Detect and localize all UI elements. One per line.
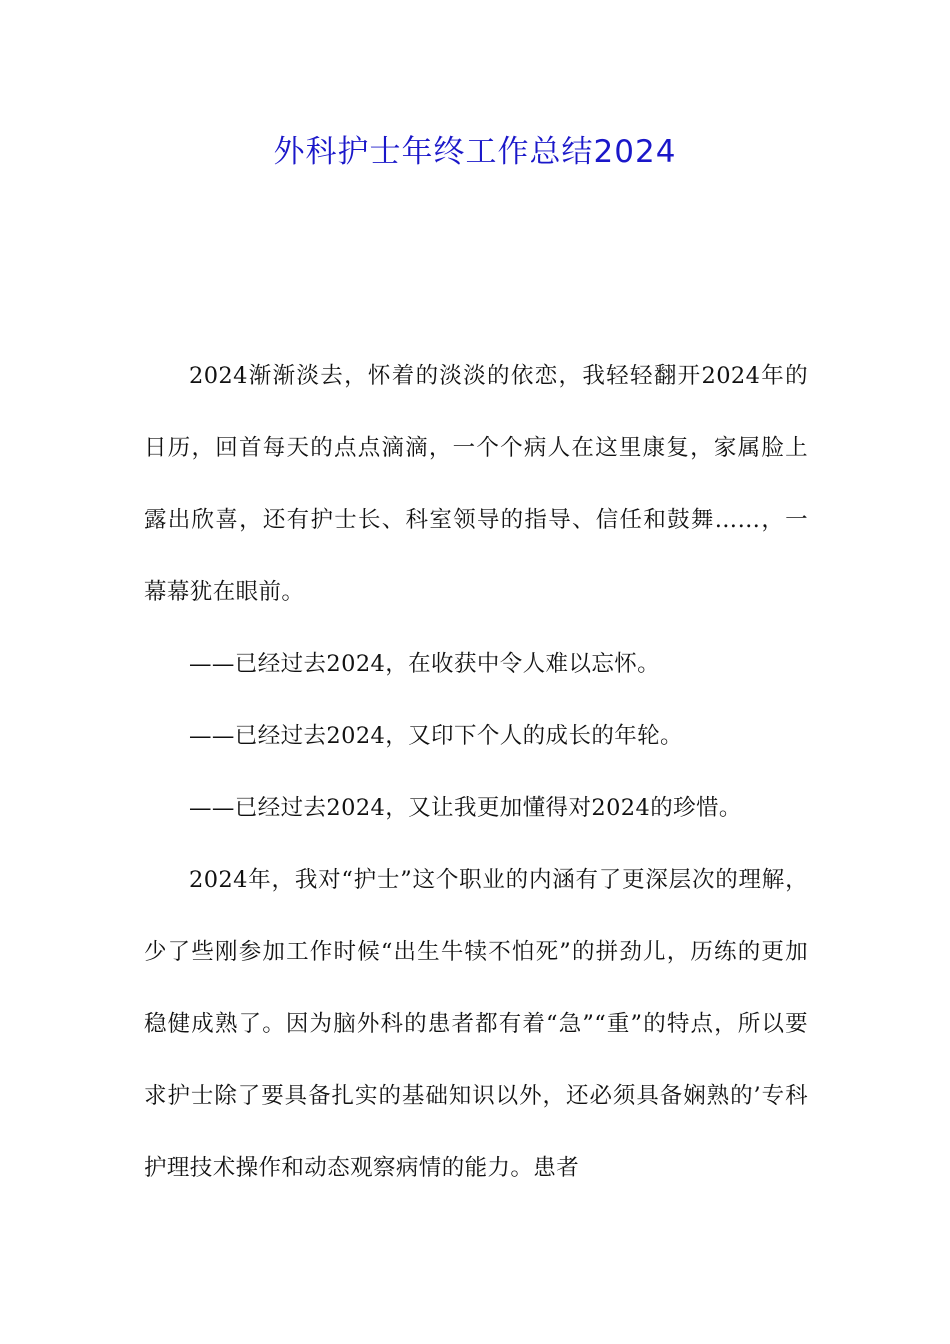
document-title: 外科护士年终工作总结2024 [273, 134, 677, 170]
paragraph-reflection-3: ——已经过去2024，又让我更加懂得对2024的珍惜。 [189, 795, 742, 821]
document-body [144, 340, 808, 1204]
paragraph-intro: 2024渐渐淡去，怀着的淡淡的依恋，我轻轻翻开2024年的日历，回首每天的点点滴滴，一个个病人在这里康复，家属脸上露出欣喜，还有护士长、科室领导的指导、信任和鼓舞……，一幕幕犹在眼前。 [144, 363, 808, 605]
paragraph-understanding: 2024年，我对“护士”这个职业的内涵有了更深层次的理解，少了些刚参加工作时候“出生牛犊不怕死”的拼劲儿，历练的更加稳健成熟了。因为脑外科的患者都有着“急”“重”的特点，所以要求护士除了要具备扎实的基础知识以外，还必须具备娴熟的’专科护理技术操作和动态观察病情的能力。患者 [144, 867, 808, 1181]
paragraph-reflection-1: ——已经过去2024，在收获中令人难以忘怀。 [189, 651, 661, 677]
paragraph-reflection-2: ——已经过去2024，又印下个人的成长的年轮。 [189, 723, 683, 749]
